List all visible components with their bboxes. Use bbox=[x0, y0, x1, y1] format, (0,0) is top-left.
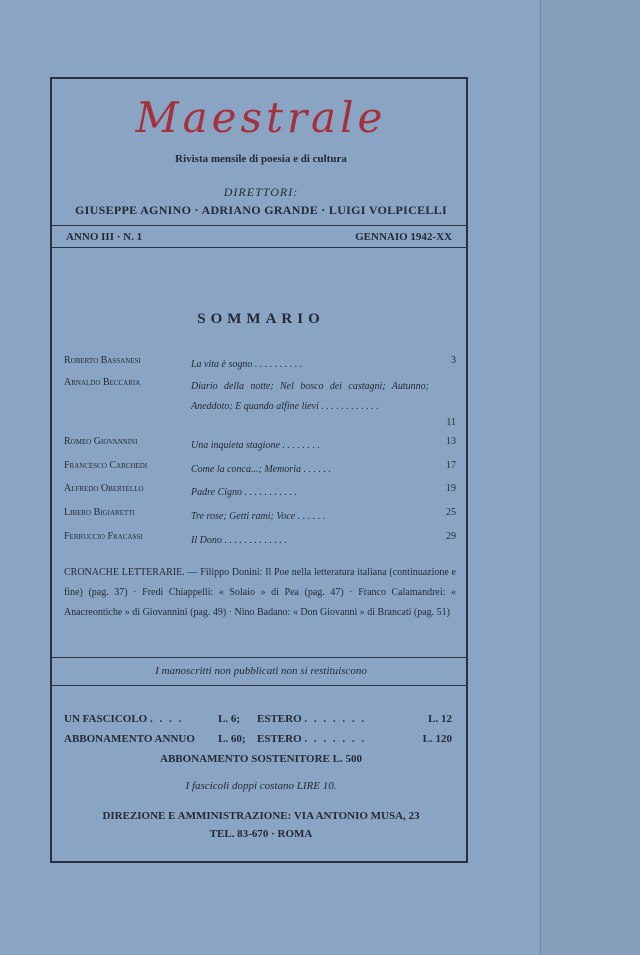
fascicoli-doppi: I fascicoli doppi costano LIRE 10. bbox=[185, 780, 337, 792]
abbonamento-sostenitore: ABBONAMENTO SOSTENITORE L. 500 bbox=[160, 753, 362, 765]
fascicolo-price: L. 6; bbox=[218, 713, 240, 725]
toc-entry bbox=[64, 436, 456, 456]
toc-entry bbox=[64, 355, 456, 375]
toc-title: La vita è sogno . . . . . . . . . . bbox=[191, 359, 303, 370]
sommario-heading: SOMMARIO bbox=[197, 311, 325, 327]
back-sheet bbox=[540, 0, 640, 955]
toc-entry bbox=[64, 531, 456, 551]
divider bbox=[52, 657, 466, 658]
address: DIREZIONE E AMMINISTRAZIONE: VIA ANTONIO MUSA, 23 bbox=[102, 810, 420, 822]
toc-title: Padre Cigno . . . . . . . . . . . bbox=[191, 487, 298, 498]
toc-page: 19 bbox=[446, 483, 456, 494]
toc-author: Arnaldo Beccaria bbox=[64, 377, 141, 388]
issue-date: GENNAIO 1942-XX bbox=[355, 231, 452, 243]
toc-page: 17 bbox=[446, 460, 456, 471]
toc-entry bbox=[64, 377, 456, 437]
toc-author: Ferruccio Fracassi bbox=[64, 531, 143, 542]
toc-page: 13 bbox=[446, 436, 456, 447]
toc-title: Tre rose; Getti rami; Voce . . . . . . bbox=[191, 511, 326, 522]
phone: TEL. 83-670 · ROMA bbox=[209, 828, 313, 840]
toc-author: Romeo Giovannini bbox=[64, 436, 138, 447]
manuscripts-notice: I manoscritti non pubblicati non si restituiscono bbox=[155, 665, 367, 677]
divider bbox=[52, 685, 466, 686]
magazine-title: Maestrale bbox=[135, 93, 387, 142]
toc-entry bbox=[64, 483, 456, 503]
fascicolo-label: UN FASCICOLO . . . . bbox=[64, 713, 184, 725]
directors-names: GIUSEPPE AGNINO · ADRIANO GRANDE · LUIGI VOLPICELLI bbox=[75, 203, 447, 217]
divider bbox=[52, 225, 466, 226]
toc-title: Una inquieta stagione . . . . . . . . bbox=[191, 440, 320, 451]
toc-page: 29 bbox=[446, 531, 456, 542]
toc-entry bbox=[64, 460, 456, 480]
directors-label: DIRETTORI: bbox=[223, 185, 299, 199]
cover-frame bbox=[50, 77, 468, 863]
toc-page: 11 bbox=[446, 417, 456, 428]
estero-abbonamento-price: L. 120 bbox=[422, 733, 452, 745]
toc-title: Diario della notte; Nel bosco dei castagni; Autunno; Aneddoto; E quando alfine lievi . . . . . . . . . . . . bbox=[191, 381, 429, 412]
toc-entry bbox=[64, 507, 456, 527]
magazine-subtitle: Rivista mensile di poesia e di cultura bbox=[175, 153, 347, 165]
toc-title: Come la conca...; Memoria . . . . . . bbox=[191, 464, 331, 475]
toc-author: Alfredo Obertello bbox=[64, 483, 144, 494]
abbonamento-label: ABBONAMENTO ANNUO bbox=[64, 733, 195, 745]
toc-title: Il Dono . . . . . . . . . . . . . bbox=[191, 535, 287, 546]
toc-author: Roberto Bassanesi bbox=[64, 355, 141, 366]
issue-number: ANNO III · N. 1 bbox=[66, 231, 143, 243]
estero-fascicolo-price: L. 12 bbox=[428, 713, 452, 725]
cronache-letterarie: CRONACHE LETTERARIE. — Filippo Donini: Il Poe nella letteratura italiana (continuazione e fine) (pag. 37) · Fredi Chiappelli: « Solaio » di Pea (pag. 47) · Franco Calamandrei: « Anacreontiche » di Giovannini (pag. 49) · Nino Badano: « Don Giovanni » di Brancati (pag. 51) bbox=[64, 567, 456, 618]
toc-author: Libero Bigiaretti bbox=[64, 507, 135, 518]
toc-page: 25 bbox=[446, 507, 456, 518]
toc-page: 3 bbox=[451, 355, 456, 366]
toc-author: Francesco Carchedi bbox=[64, 460, 148, 471]
estero-label: ESTERO . . . . . . . bbox=[257, 733, 367, 745]
divider bbox=[52, 247, 466, 248]
estero-label: ESTERO . . . . . . . bbox=[257, 713, 367, 725]
abbonamento-price: L. 60; bbox=[218, 733, 246, 745]
